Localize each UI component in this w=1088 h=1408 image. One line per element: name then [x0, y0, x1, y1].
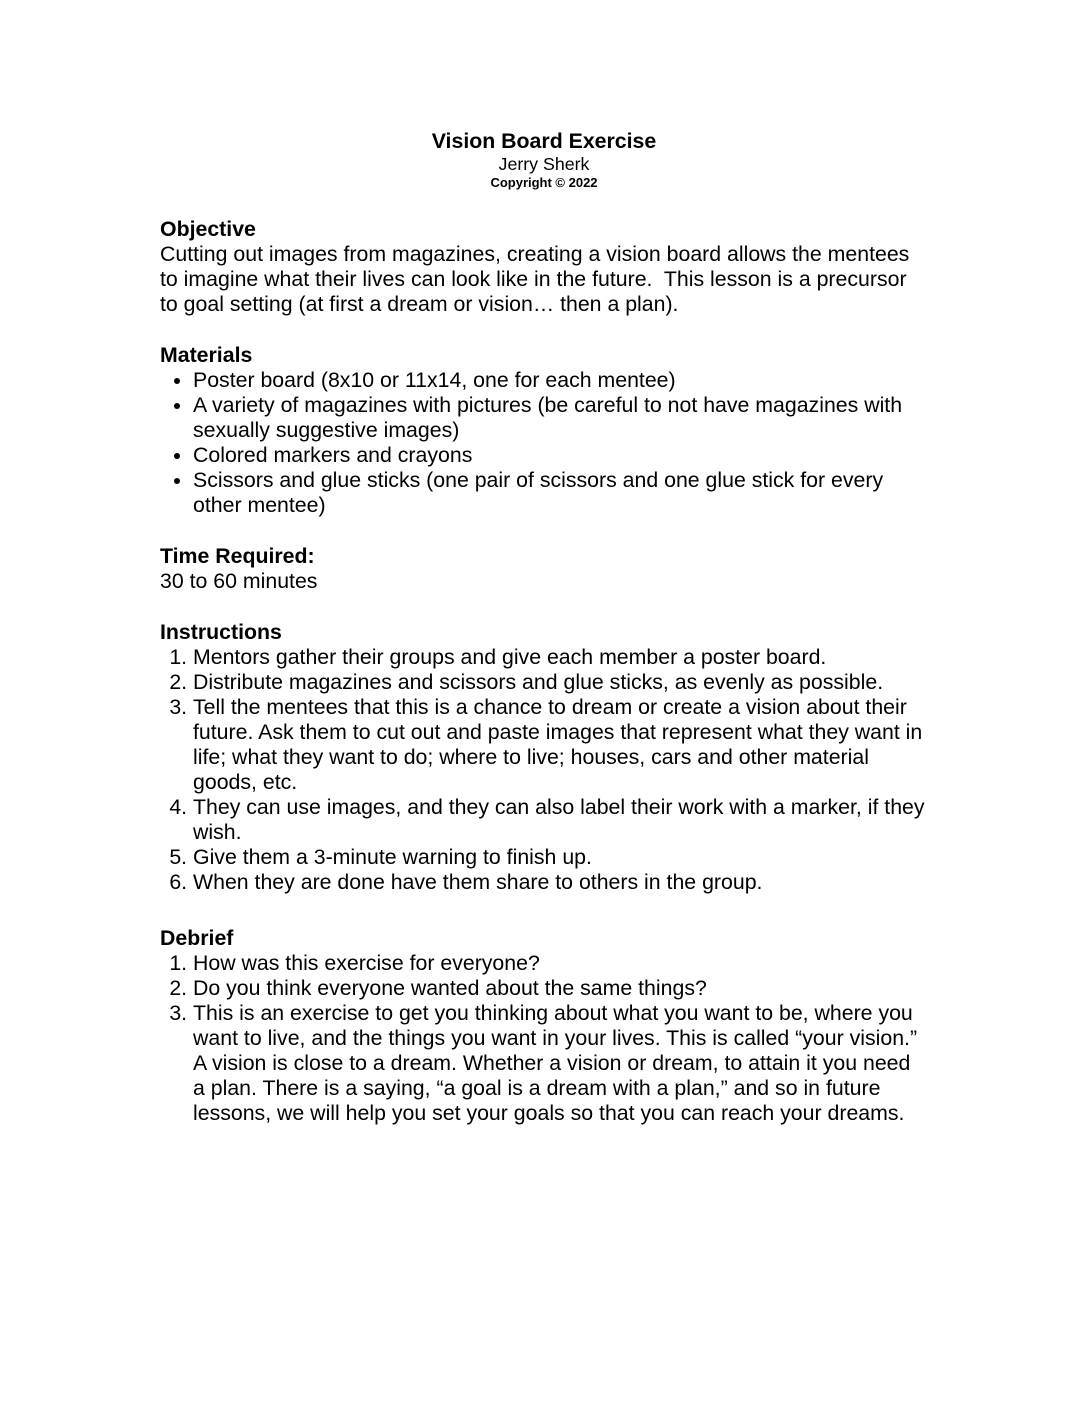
- time-required-heading: Time Required:: [160, 544, 315, 568]
- time-required-value: 30 to 60 minutes: [160, 569, 318, 593]
- list-item: 1. Mentors gather their groups and give each member a poster board.: [193, 645, 928, 670]
- list-item: • Scissors and glue sticks (one pair of scissors and one glue stick for every other mentee): [193, 468, 928, 518]
- materials-heading: Materials: [160, 343, 253, 367]
- debrief-list: [160, 951, 928, 1126]
- section-time-required: [160, 544, 928, 594]
- list-item: 3. This is an exercise to get you thinking about what you want to be, where you want to live, and the things you want in your lives. This is called “your vision.” A vision is close to a dream. Whether a vision or dream, to attain it you need a plan. There is a saying, “a goal is a dream with a plan,” and so in future lessons, we will help you set your goals so that you can reach your dreams.: [193, 1001, 928, 1126]
- section-debrief: [160, 926, 928, 1126]
- instructions-heading: Instructions: [160, 620, 282, 644]
- list-item: • Poster board (8x10 or 11x14, one for each mentee): [193, 368, 928, 393]
- section-instructions: [160, 620, 928, 895]
- list-item: 2. Do you think everyone wanted about the same things?: [193, 976, 928, 1001]
- debrief-heading: Debrief: [160, 926, 234, 950]
- doc-header: [0, 0, 1088, 191]
- list-item: 4. They can use images, and they can also label their work with a marker, if they wish.: [193, 795, 928, 845]
- doc-author: Jerry Sherk: [498, 154, 590, 174]
- list-item: 3. Tell the mentees that this is a chance to dream or create a vision about their future. Ask them to cut out and paste images that represent what they want in life; what they want to do; where to live; houses, cars and other material goods, etc.: [193, 695, 928, 795]
- instructions-list: [160, 645, 928, 895]
- doc-title: Vision Board Exercise: [431, 129, 657, 153]
- list-item: • Colored markers and crayons: [193, 443, 928, 468]
- list-item: 1. How was this exercise for everyone?: [193, 951, 928, 976]
- list-item: • A variety of magazines with pictures (be careful to not have magazines with sexually suggestive images): [193, 393, 928, 443]
- objective-heading: Objective: [160, 217, 256, 241]
- doc-copyright: Copyright © 2022: [490, 175, 598, 190]
- materials-list: [160, 368, 928, 518]
- list-item: 2. Distribute magazines and scissors and glue sticks, as evenly as possible.: [193, 670, 928, 695]
- list-item: 6. When they are done have them share to others in the group.: [193, 870, 928, 895]
- section-objective: [160, 217, 928, 317]
- doc-content: [160, 217, 928, 1126]
- objective-paragraph: Cutting out images from magazines, creating a vision board allows the mentees to imagine what their lives can look like in the future. This lesson is a precursor to goal setting (at first a dream or vision… then a plan).: [160, 242, 916, 316]
- list-item: 5. Give them a 3-minute warning to finish up.: [193, 845, 928, 870]
- section-materials: [160, 343, 928, 518]
